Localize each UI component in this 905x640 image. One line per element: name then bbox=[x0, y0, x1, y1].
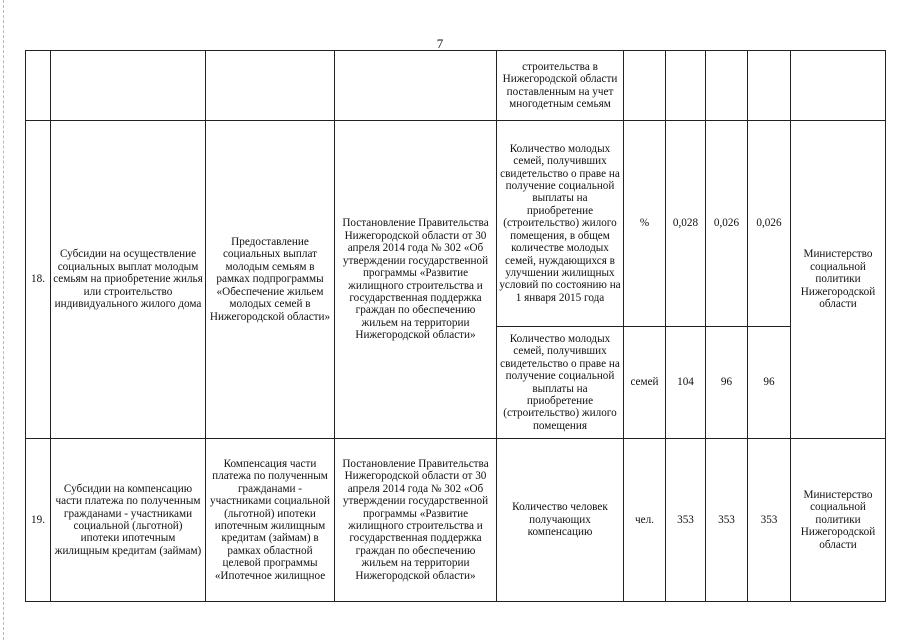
value-cell bbox=[748, 51, 791, 121]
subsidy-name-cell bbox=[51, 51, 206, 121]
subsidy-name-cell: Субсидии на осуществление социальных выплат молодым семьям на приобретение жилья или строительство индивидуального жилого дома bbox=[51, 121, 206, 439]
table-row bbox=[26, 121, 886, 327]
value-cell: 0,026 bbox=[706, 121, 748, 327]
value-cell: 353 bbox=[666, 439, 706, 602]
row-number-cell: 19. bbox=[26, 439, 51, 602]
unit-cell: чел. bbox=[624, 439, 666, 602]
indicator-cell: Количество молодых семей, получивших свидетельство о праве на получение социальной выплаты на приобретение (строительство) жилого помещения bbox=[497, 327, 624, 439]
unit-cell: семей bbox=[624, 327, 666, 439]
ministry-cell: Министерство социальной политики Нижегородской области bbox=[791, 439, 886, 602]
row-number-cell bbox=[26, 51, 51, 121]
ministry-cell: Министерство социальной политики Нижегородской области bbox=[791, 121, 886, 439]
value-cell: 0,028 bbox=[666, 121, 706, 327]
indicator-cell: строительства в Нижегородской области поставленным на учет многодетным семьям bbox=[497, 51, 624, 121]
value-cell: 96 bbox=[748, 327, 791, 439]
binding-margin-line bbox=[3, 0, 5, 640]
value-cell: 104 bbox=[666, 327, 706, 439]
legal-basis-cell bbox=[335, 51, 497, 121]
subsidy-name-cell: Субсидии на компенсацию части платежа по полученным гражданами - участниками социальной (льготной) ипотеки ипотечным жилищным кредитам (займам) bbox=[51, 439, 206, 602]
program-table bbox=[25, 50, 886, 602]
value-cell bbox=[666, 51, 706, 121]
table-row bbox=[26, 439, 886, 602]
value-cell: 353 bbox=[706, 439, 748, 602]
value-cell: 353 bbox=[748, 439, 791, 602]
purpose-cell: Предоставление социальных выплат молодым семьям в рамках подпрограммы «Обеспечение жильем молодых семей в Нижегородской области» bbox=[206, 121, 335, 439]
unit-cell: % bbox=[624, 121, 666, 327]
indicator-cell: Количество человек получающих компенсацию bbox=[497, 439, 624, 602]
table-row bbox=[26, 51, 886, 121]
purpose-cell bbox=[206, 51, 335, 121]
legal-basis-cell: Постановление Правительства Нижегородской области от 30 апреля 2014 года № 302 «Об утверждении государственной программы «Развитие жилищного строительства и государственная поддержка граждан по обеспечению жильем на территории Нижегородской области» bbox=[335, 121, 497, 439]
purpose-cell: Компенсация части платежа по полученным гражданами - участниками социальной (льготной) ипотеки ипотечным жилищным кредитам (займам) в рамках областной целевой программы «Ипотечное жилищное bbox=[206, 439, 335, 602]
ministry-cell bbox=[791, 51, 886, 121]
unit-cell bbox=[624, 51, 666, 121]
indicator-cell: Количество молодых семей, получивших свидетельство о праве на получение социальной выплаты на приобретение (строительство) жилого помещения, в общем количестве молодых семей, нуждающихся в улучшении жилищных условий по состоянию на 1 января 2015 года bbox=[497, 121, 624, 327]
value-cell: 96 bbox=[706, 327, 748, 439]
value-cell bbox=[706, 51, 748, 121]
value-cell: 0,026 bbox=[748, 121, 791, 327]
legal-basis-cell: Постановление Правительства Нижегородской области от 30 апреля 2014 года № 302 «Об утверждении государственной программы «Развитие жилищного строительства и государственная поддержка граждан по обеспечению жильем на территории Нижегородской области» bbox=[335, 439, 497, 602]
row-number-cell: 18. bbox=[26, 121, 51, 439]
page-number: 7 bbox=[436, 36, 444, 51]
